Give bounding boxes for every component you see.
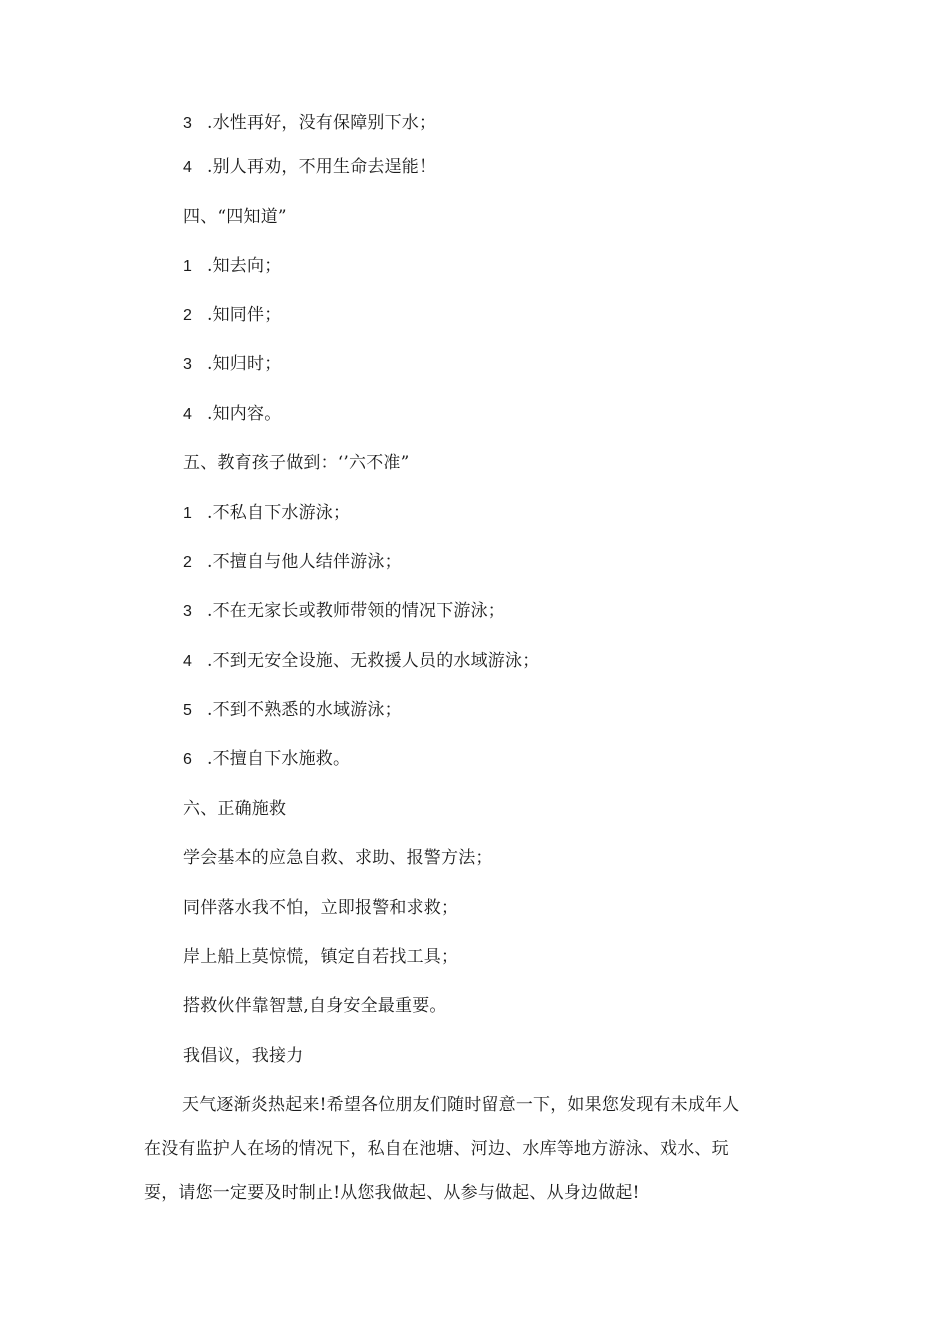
list-item [183, 551, 402, 574]
item-number: 5 [183, 702, 193, 719]
section-heading [183, 798, 286, 820]
item-text: .水性再好，没有保障别下水； [207, 113, 437, 133]
item-text: .知同伴； [207, 305, 282, 325]
paragraph-line: 在没有监护人在场的情况下，私自在池塘、河边、水库等地方游泳、戏水、玩 [144, 1139, 729, 1159]
item-text: .不到不熟悉的水域游泳； [207, 700, 402, 720]
item-text: .不擅自下水施救。 [207, 749, 351, 769]
heading-text: 四、“四知道” [183, 207, 287, 227]
list-item [183, 304, 281, 327]
item-text: .不擅自与他人结伴游泳； [207, 552, 402, 572]
line-text: 岸上船上莫惊慌，镇定自若找工具； [183, 947, 459, 967]
item-text: .别人再劝，不用生命去逞能！ [207, 157, 437, 177]
paragraph-line: 耍，请您一定要及时制止!从您我做起、从参与做起、从身边做起! [144, 1183, 640, 1203]
item-number: 1 [183, 505, 193, 522]
heading-text: 五、教育孩子做到：‘’六不准” [183, 453, 410, 473]
list-item [183, 255, 281, 278]
line-text: 学会基本的应急自救、求助、报警方法； [183, 848, 493, 868]
body-paragraph [144, 1094, 814, 1226]
section-heading [183, 1045, 303, 1067]
text-line [183, 946, 458, 968]
list-item [183, 403, 281, 426]
item-number: 4 [183, 406, 193, 423]
item-number: 6 [183, 751, 193, 768]
item-number: 3 [183, 356, 193, 373]
list-item [183, 748, 350, 771]
item-number: 1 [183, 258, 193, 275]
list-item [183, 112, 436, 135]
heading-text: 我倡议，我接力 [183, 1046, 304, 1066]
paragraph-line: 天气逐渐炎热起来!希望各位朋友们随时留意一下，如果您发现有未成年人 [182, 1095, 740, 1115]
text-line [183, 847, 493, 869]
item-number: 2 [183, 554, 193, 571]
list-item [183, 600, 505, 623]
item-number: 4 [183, 653, 193, 670]
item-number: 3 [183, 115, 193, 132]
line-text: 搭救伙伴靠智慧,自身安全最重要。 [183, 996, 447, 1016]
list-item [183, 650, 539, 673]
list-item [183, 353, 281, 376]
section-heading [183, 452, 410, 474]
list-item [183, 156, 436, 179]
heading-text: 六、正确施救 [183, 799, 287, 819]
item-number: 2 [183, 307, 193, 324]
line-text: 同伴落水我不怕，立即报警和求救； [183, 898, 459, 918]
item-text: .不在无家长或教师带领的情况下游泳； [207, 601, 506, 621]
item-text: .知归时； [207, 354, 282, 374]
text-line [183, 995, 447, 1017]
list-item [183, 502, 350, 525]
item-text: .不到无安全设施、无救援人员的水域游泳； [207, 651, 540, 671]
list-item [183, 699, 402, 722]
item-text: .知去向； [207, 256, 282, 276]
item-number: 4 [183, 159, 193, 176]
item-number: 3 [183, 603, 193, 620]
text-line [183, 897, 458, 919]
item-text: .知内容。 [207, 404, 282, 424]
item-text: .不私自下水游泳； [207, 503, 351, 523]
section-heading [183, 206, 287, 228]
